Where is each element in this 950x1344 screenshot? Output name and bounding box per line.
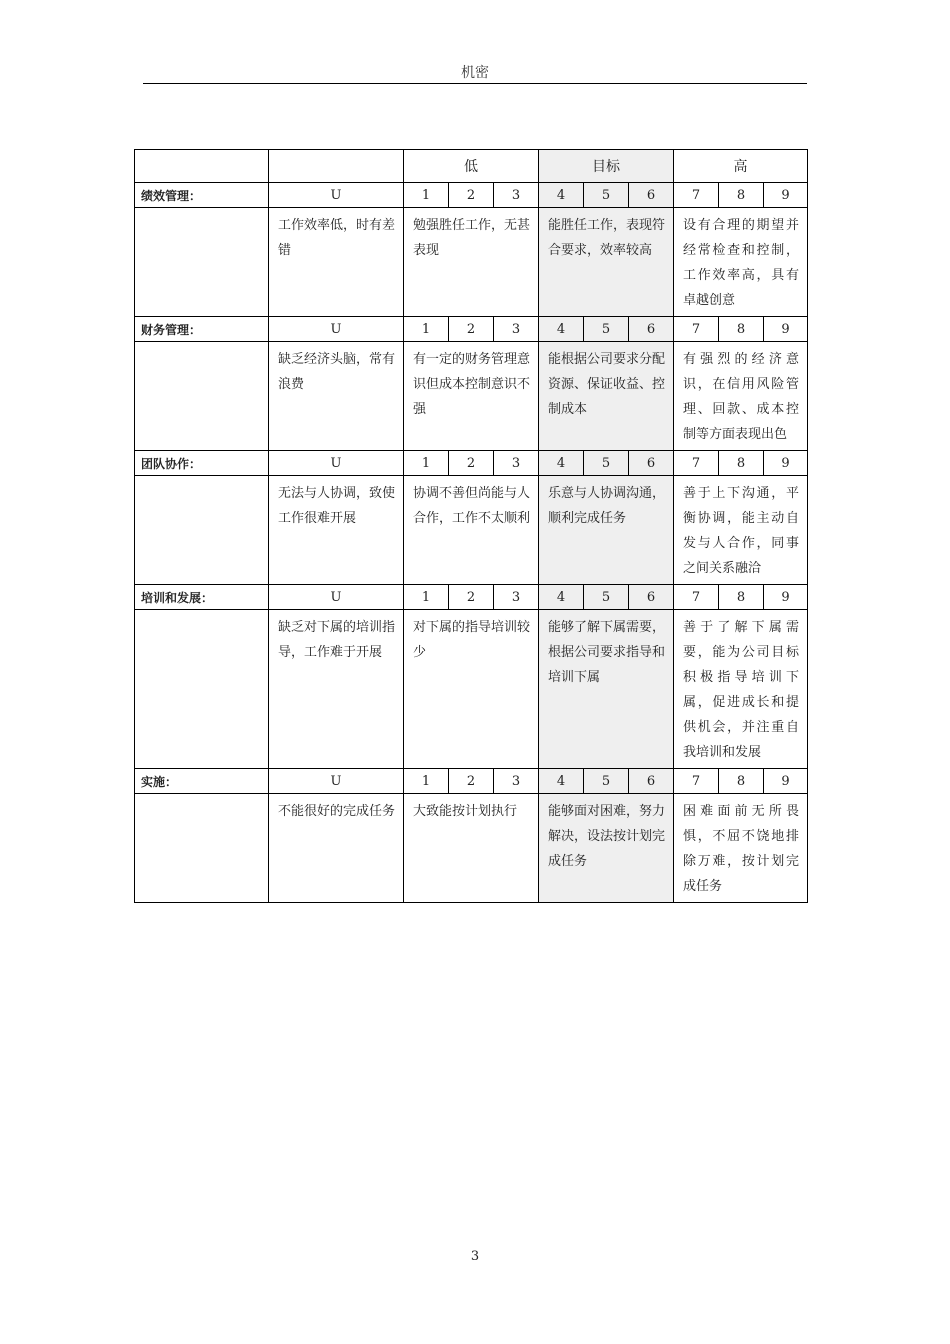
category-label: 实施： <box>135 769 269 794</box>
score-row <box>135 769 808 794</box>
high-description: 设有合理的期望并经常检查和控制，工作效率高，具有卓越创意 <box>674 208 808 317</box>
score-8: 8 <box>719 451 764 476</box>
band-target-header: 目标 <box>539 150 674 183</box>
score-u: U <box>269 585 404 610</box>
target-description: 能根据公司要求分配资源、保证收益、控制成本 <box>539 342 674 451</box>
low-description: 对下属的指导培训较少 <box>404 610 539 769</box>
low-description: 勉强胜任工作，无甚表现 <box>404 208 539 317</box>
score-row <box>135 585 808 610</box>
score-6: 6 <box>629 585 674 610</box>
score-row <box>135 317 808 342</box>
score-8: 8 <box>719 183 764 208</box>
category-blank-cell <box>135 342 269 451</box>
header-blank-cell <box>269 150 404 183</box>
category-label: 财务管理： <box>135 317 269 342</box>
score-row <box>135 183 808 208</box>
score-4: 4 <box>539 317 584 342</box>
band-header-row <box>135 150 808 183</box>
score-8: 8 <box>719 317 764 342</box>
rating-table <box>134 149 808 903</box>
score-9: 9 <box>764 451 808 476</box>
high-description: 有强烈的经济意识，在信用风险管理、回款、成本控制等方面表现出色 <box>674 342 808 451</box>
score-6: 6 <box>629 183 674 208</box>
score-4: 4 <box>539 585 584 610</box>
category-label: 绩效管理： <box>135 183 269 208</box>
score-2: 2 <box>449 451 494 476</box>
category-blank-cell <box>135 208 269 317</box>
score-8: 8 <box>719 585 764 610</box>
score-6: 6 <box>629 769 674 794</box>
score-7: 7 <box>674 769 719 794</box>
score-1: 1 <box>404 769 449 794</box>
u-description: 不能很好的完成任务 <box>269 794 404 903</box>
score-5: 5 <box>584 585 629 610</box>
score-9: 9 <box>764 317 808 342</box>
score-4: 4 <box>539 183 584 208</box>
score-7: 7 <box>674 317 719 342</box>
category-label: 培训和发展： <box>135 585 269 610</box>
score-1: 1 <box>404 585 449 610</box>
header-rule <box>143 83 807 84</box>
score-9: 9 <box>764 769 808 794</box>
score-2: 2 <box>449 183 494 208</box>
score-1: 1 <box>404 317 449 342</box>
description-row <box>135 208 808 317</box>
score-9: 9 <box>764 585 808 610</box>
score-6: 6 <box>629 451 674 476</box>
target-description: 能够面对困难，努力解决，设法按计划完成任务 <box>539 794 674 903</box>
score-3: 3 <box>494 451 539 476</box>
description-row <box>135 342 808 451</box>
target-description: 能胜任工作，表现符合要求，效率较高 <box>539 208 674 317</box>
low-description: 有一定的财务管理意识但成本控制意识不强 <box>404 342 539 451</box>
description-row <box>135 476 808 585</box>
u-description: 工作效率低，时有差错 <box>269 208 404 317</box>
score-1: 1 <box>404 183 449 208</box>
score-2: 2 <box>449 769 494 794</box>
description-row <box>135 610 808 769</box>
u-description: 缺乏经济头脑，常有浪费 <box>269 342 404 451</box>
page-header: 机密 <box>461 65 489 81</box>
u-description: 缺乏对下属的培训指导，工作难于开展 <box>269 610 404 769</box>
score-3: 3 <box>494 769 539 794</box>
score-u: U <box>269 317 404 342</box>
score-3: 3 <box>494 183 539 208</box>
score-3: 3 <box>494 317 539 342</box>
score-u: U <box>269 451 404 476</box>
score-8: 8 <box>719 769 764 794</box>
band-high-header: 高 <box>674 150 808 183</box>
score-1: 1 <box>404 451 449 476</box>
high-description: 困难面前无所畏惧，不屈不饶地排除万难，按计划完成任务 <box>674 794 808 903</box>
target-description: 乐意与人协调沟通，顺利完成任务 <box>539 476 674 585</box>
score-5: 5 <box>584 769 629 794</box>
score-u: U <box>269 769 404 794</box>
score-4: 4 <box>539 769 584 794</box>
score-5: 5 <box>584 451 629 476</box>
score-5: 5 <box>584 317 629 342</box>
high-description: 善于上下沟通，平衡协调，能主动自发与人合作，同事之间关系融洽 <box>674 476 808 585</box>
score-7: 7 <box>674 585 719 610</box>
score-7: 7 <box>674 183 719 208</box>
score-4: 4 <box>539 451 584 476</box>
score-5: 5 <box>584 183 629 208</box>
description-row <box>135 794 808 903</box>
target-description: 能够了解下属需要，根据公司要求指导和培训下属 <box>539 610 674 769</box>
score-row <box>135 451 808 476</box>
low-description: 大致能按计划执行 <box>404 794 539 903</box>
category-blank-cell <box>135 610 269 769</box>
category-blank-cell <box>135 794 269 903</box>
score-2: 2 <box>449 585 494 610</box>
score-7: 7 <box>674 451 719 476</box>
high-description: 善于了解下属需要，能为公司目标积极指导培训下属，促进成长和提供机会，并注重自我培训和发展 <box>674 610 808 769</box>
page-number: 3 <box>470 1249 480 1264</box>
category-label: 团队协作： <box>135 451 269 476</box>
category-blank-cell <box>135 476 269 585</box>
score-3: 3 <box>494 585 539 610</box>
header-blank-cell <box>135 150 269 183</box>
band-low-header: 低 <box>404 150 539 183</box>
u-description: 无法与人协调，致使工作很难开展 <box>269 476 404 585</box>
score-2: 2 <box>449 317 494 342</box>
low-description: 协调不善但尚能与人合作，工作不太顺利 <box>404 476 539 585</box>
score-u: U <box>269 183 404 208</box>
score-9: 9 <box>764 183 808 208</box>
score-6: 6 <box>629 317 674 342</box>
